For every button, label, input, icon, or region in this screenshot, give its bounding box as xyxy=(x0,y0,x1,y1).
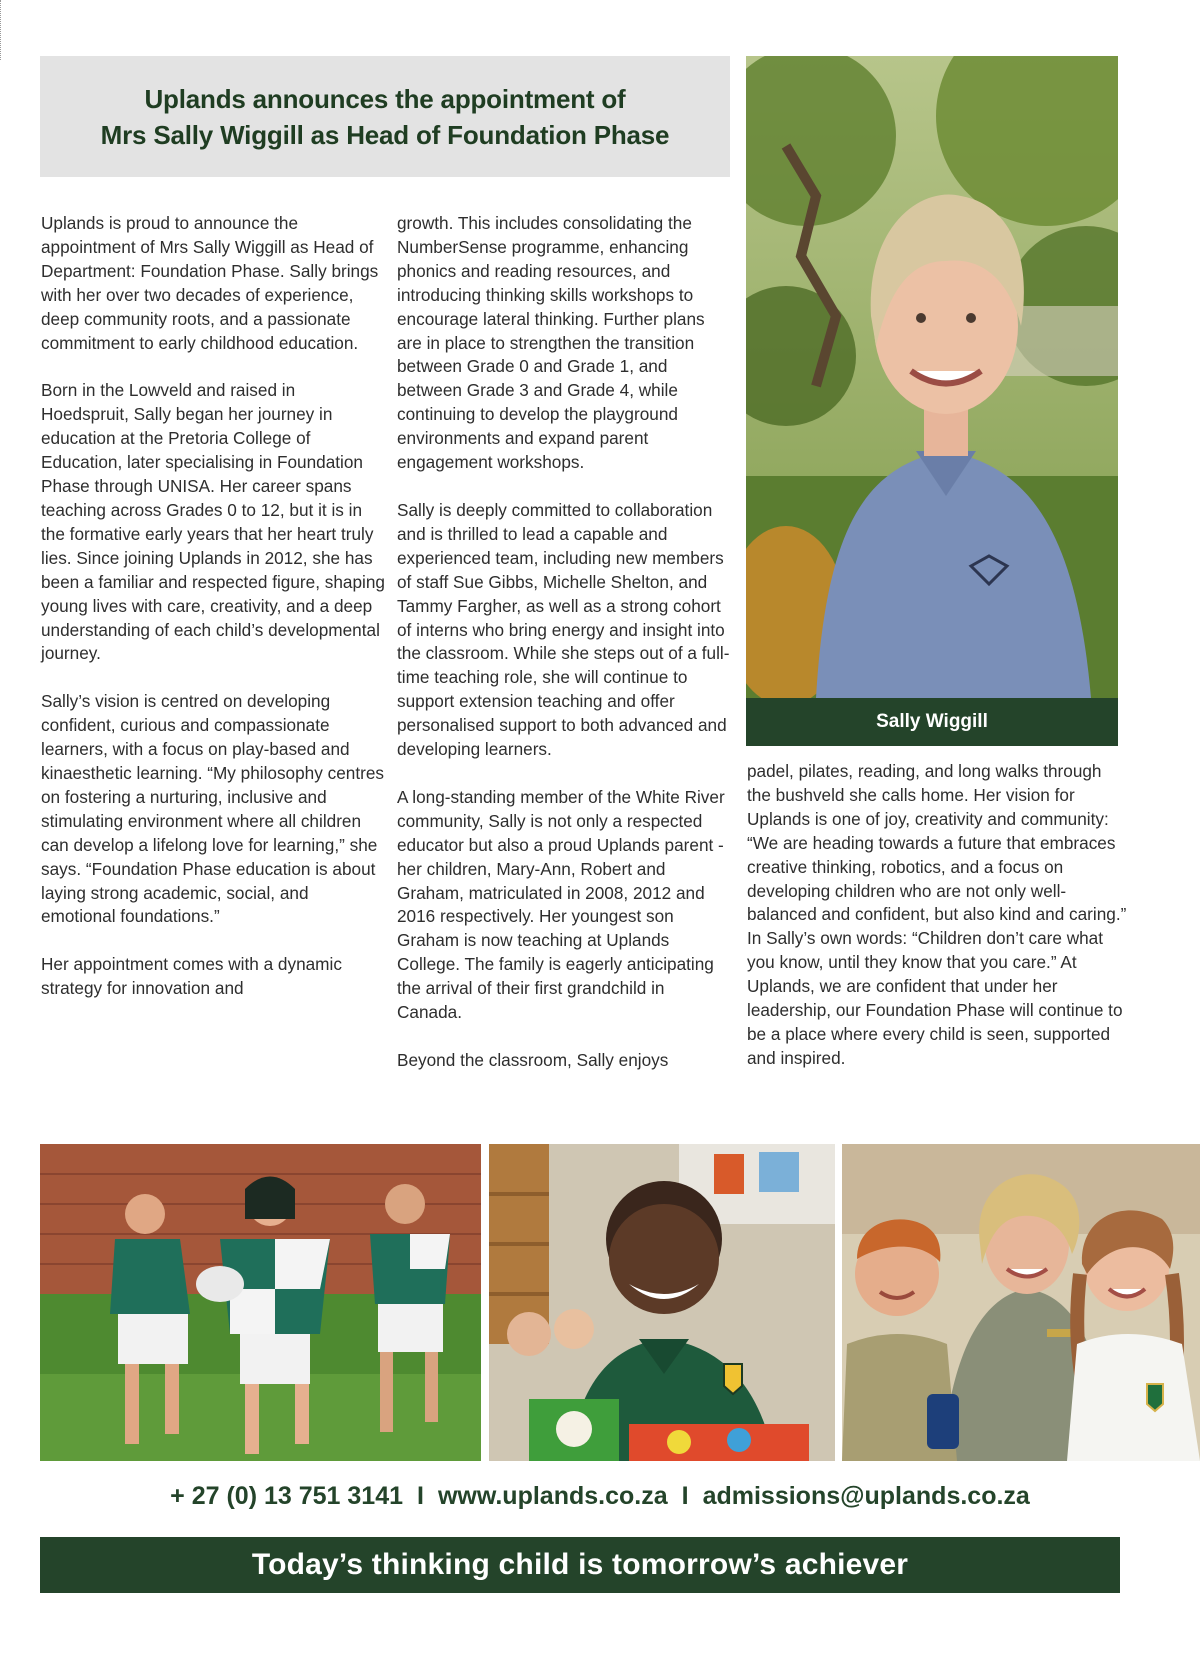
website-link[interactable]: www.uplands.co.za xyxy=(437,1482,668,1510)
teacher-children-photo xyxy=(842,1144,1200,1461)
paragraph: Sally is deeply committed to collaboration and is thrilled to lead a capable and experienced team, including new members of staff Sue Gibbs, Michelle Shelton, and Tammy Fargher, as well as a strong cohort of interns who bring energy and insight into the classroom. While she steps out of a full-time teaching role, she will continue to support extension teaching and offer personalised support to both advanced and developing learners. xyxy=(397,499,730,760)
headline-box xyxy=(40,56,730,177)
contact-line xyxy=(0,1476,1200,1516)
separator: I xyxy=(417,1482,424,1510)
headline-line-2: Mrs Sally Wiggill as Head of Foundation Phase xyxy=(100,119,670,150)
portrait-caption: Sally Wiggill xyxy=(746,698,1118,746)
paragraph: Born in the Lowveld and raised in Hoedspruit, Sally began her journey in education at the Pretoria College of Education, later specialising in Foundation Phase through UNISA. Her career spans teaching across Grades 0 to 12, but it is in the formative early years that her heart truly lies. Since joining Uplands in 2012, she has been a familiar and respected figure, shaping young lives with care, creativity, and a deep understanding of each child’s developmental journey. xyxy=(41,380,385,664)
paragraph: Sally’s vision is centred on developing confident, curious and compassionate learners, with a focus on play-based and kinaesthetic learning. “My philosophy centres on fostering a nurturing, inclusive and stimulating environment where all children can develop a lifelong love for learning,” she says. “Foundation Phase education is about laying strong academic, social, and emotional foundations.” xyxy=(41,691,384,927)
phone-number[interactable]: + 27 (0) 13 751 3141 xyxy=(170,1482,403,1510)
paragraph: padel, pilates, reading, and long walks through the bushveld she calls home. Her vision for Uplands is one of joy, creativity and community: “We are heading towards a future that embraces creative thinking, robotics, and a focus on developing children who are not only well-balanced and confident, but also kind and caring.” xyxy=(747,761,1127,925)
email-link[interactable]: admissions@uplands.co.za xyxy=(702,1482,1030,1510)
article-column-2 xyxy=(397,212,732,1073)
rugby-photo xyxy=(40,1144,481,1461)
classroom-girl-photo xyxy=(489,1144,835,1461)
separator: I xyxy=(681,1482,689,1510)
article-column-1 xyxy=(41,212,386,1001)
paragraph: growth. This includes consolidating the NumberSense programme, enhancing phonics and reading resources, and introducing thinking skills workshops to encourage lateral thinking. Further plans are in place to strengthen the transition between Grade 0 and Grade 1, and between Grade 3 and Grade 4, while continuing to develop the playground environments and expand parent engagement workshops. xyxy=(397,213,705,473)
crop-mark xyxy=(0,0,4,60)
tagline: Today’s thinking child is tomorrow’s achiever xyxy=(251,1548,909,1581)
tagline-bar xyxy=(40,1537,1120,1593)
paragraph: Beyond the classroom, Sally enjoys xyxy=(397,1050,669,1070)
paragraph: Uplands is proud to announce the appointment of Mrs Sally Wiggill as Head of Department: Foundation Phase. Sally brings with her over two decades of experience, deep community roots, and a passionate commitment to early childhood education. xyxy=(41,213,379,353)
article-column-3 xyxy=(747,760,1127,1071)
paragraph: In Sally’s own words: “Children don’t care what you know, until they know that you care.” At Uplands, we are confident that under her leadership, our Foundation Phase will continue to be a place where every child is seen, supported and inspired. xyxy=(747,928,1123,1068)
portrait-photo xyxy=(746,56,1118,698)
paragraph: Her appointment comes with a dynamic strategy for innovation and xyxy=(41,954,342,999)
headline xyxy=(101,81,670,153)
headline-line-1: Uplands announces the appointment of xyxy=(144,83,626,114)
paragraph: A long-standing member of the White River community, Sally is not only a respected educator but also a proud Uplands parent - her children, Mary-Ann, Robert and Graham, matriculated in 2008, 2012 and 2016 respectively. Her youngest son Graham is now teaching at Uplands College. The family is eagerly anticipating the arrival of their first grandchild in Canada. xyxy=(397,786,725,1023)
